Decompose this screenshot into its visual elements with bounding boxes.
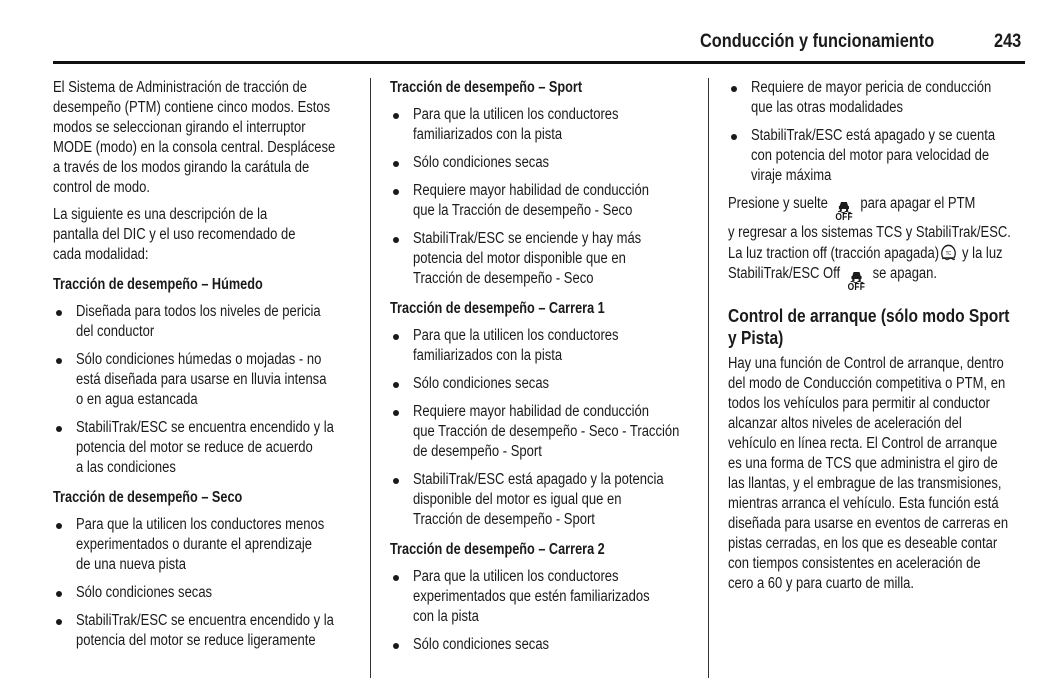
text-line: Para que la utilicen los conductores	[413, 327, 619, 344]
bullet-item	[728, 126, 1028, 186]
bullet-dot	[56, 523, 62, 529]
bullet-item	[390, 567, 690, 627]
section-heading	[53, 275, 353, 295]
text-line: familiarizados con la pista	[413, 126, 563, 143]
text: y la luz	[962, 245, 1003, 262]
icon-off-label: OFF	[847, 282, 866, 293]
text-line: experimentados o durante el aprendizaje	[76, 536, 312, 553]
column-3	[728, 78, 1028, 601]
text-line: Tracción de desempeño – Carrera 1	[390, 300, 605, 317]
text-line: StabiliTrak/ESC se encuentra encendido y la	[76, 612, 334, 629]
text-line: Tracción de desempeño - Seco	[413, 270, 594, 287]
text: StabiliTrak/ESC Off	[728, 265, 841, 282]
text-line: todos los vehículos para permitir al conductor	[728, 395, 990, 412]
header-rule	[53, 61, 1025, 64]
launch-control-heading	[728, 305, 1028, 349]
text-line: Diseñada para todos los niveles de pericia	[76, 303, 321, 320]
bullet-dot	[393, 410, 399, 416]
text-line: Tracción de desempeño – Seco	[53, 489, 243, 506]
text-line: mientras arranca el vehículo. Esta función está	[728, 495, 999, 512]
text-line: las llantas, y el embrague de las transmisiones,	[728, 475, 1002, 492]
text-line: Requiere de mayor pericia de conducción	[751, 79, 992, 96]
bullet-dot	[56, 358, 62, 364]
bullet-item	[390, 105, 690, 145]
text-line: StabiliTrak/ESC se encuentra encendido y la	[76, 419, 334, 436]
bullet-item	[53, 611, 353, 651]
paragraph	[53, 78, 353, 198]
bullet-item	[728, 78, 1028, 118]
text-line: control de modo.	[53, 179, 150, 196]
text-line: Sólo condiciones secas	[413, 636, 550, 653]
text-line: Tracción de desempeño – Carrera 2	[390, 541, 605, 558]
heading-line: Control de arranque (sólo modo Sport	[728, 305, 1010, 326]
text-line: potencia del motor disponible que en	[413, 250, 626, 267]
bullet-item	[390, 374, 690, 394]
text-line: de una nueva pista	[76, 556, 187, 573]
bullet-dot	[56, 426, 62, 432]
paragraph	[53, 205, 353, 265]
text-line: Para que la utilicen los conductores	[413, 106, 619, 123]
section-heading	[390, 540, 690, 560]
text-line: modos se seleccionan girando el interruptor	[53, 119, 306, 136]
bullet-dot	[56, 619, 62, 625]
text-line: Sólo condiciones húmedas o mojadas - no	[76, 351, 322, 368]
text-line: Requiere mayor habilidad de conducción	[413, 182, 649, 199]
bullet-dot	[393, 237, 399, 243]
bullet-dot	[393, 643, 399, 649]
bullet-item	[390, 326, 690, 366]
bullet-item	[53, 350, 353, 410]
text-line: StabiliTrak/ESC está apagado y se cuenta	[751, 127, 996, 144]
text-line: Tracción de desempeño – Sport	[390, 79, 583, 96]
text: para apagar el PTM	[860, 195, 976, 212]
traction-off-paragraph	[728, 194, 1028, 293]
text-line: cero a 60 y para cuarto de milla.	[728, 575, 914, 592]
text-line: Para que la utilicen los conductores	[413, 568, 619, 585]
bullet-dot	[393, 334, 399, 340]
text-line: familiarizados con la pista	[413, 347, 563, 364]
text-line: potencia del motor se reduce ligeramente	[76, 632, 316, 649]
text-line: experimentados que estén familiarizados	[413, 588, 650, 605]
column-1	[53, 78, 353, 659]
stabilitrak-off-icon	[845, 271, 867, 293]
text-line: Sólo condiciones secas	[413, 154, 550, 171]
bullet-dot	[393, 189, 399, 195]
text-line: disponible del motor es igual que en	[413, 491, 622, 508]
text-line: potencia del motor se reduce de acuerdo	[76, 439, 313, 456]
bullet-item	[53, 515, 353, 575]
text: Presione y suelte	[728, 195, 828, 212]
text-line: que la Tracción de desempeño - Seco	[413, 202, 633, 219]
text-line: desempeño (PTM) contiene cinco modos. Estos	[53, 99, 331, 116]
text-line: El Sistema de Administración de tracción de	[53, 79, 308, 96]
text-line: Sólo condiciones secas	[76, 584, 213, 601]
text-line: StabiliTrak/ESC está apagado y la potencia	[413, 471, 664, 488]
bullet-item	[53, 583, 353, 603]
text-line: StabiliTrak/ESC se enciende y hay más	[413, 230, 642, 247]
section-heading	[390, 78, 690, 98]
text-line: Para que la utilicen los conductores menos	[76, 516, 325, 533]
bullet-dot	[731, 86, 737, 92]
text-line: viraje máxima	[751, 167, 832, 184]
column-divider	[708, 78, 709, 678]
text-line: Tracción de desempeño - Sport	[413, 511, 595, 528]
text-line: de desempeño - Sport	[413, 443, 542, 460]
text-line: pistas cerradas, en los que es deseable contar	[728, 535, 998, 552]
bullet-item	[53, 302, 353, 342]
text-line: cada modalidad:	[53, 246, 149, 263]
text-line: diseñada para usarse en eventos de carreras en	[728, 515, 1009, 532]
text-line: o en agua estancada	[76, 391, 198, 408]
bullet-dot	[56, 591, 62, 597]
text-line: alcanzar altos niveles de aceleración del	[728, 415, 962, 432]
bullet-dot	[393, 161, 399, 167]
bullet-dot	[393, 382, 399, 388]
heading-line: y Pista)	[728, 327, 784, 348]
bullet-item	[53, 418, 353, 478]
traction-off-light-icon	[941, 243, 957, 261]
column-divider	[370, 78, 371, 678]
launch-control-paragraph	[728, 354, 1028, 594]
text-line: vehículo en línea recta. El Control de arranque	[728, 435, 998, 452]
svg-text:TC: TC	[945, 250, 952, 257]
bullet-dot	[393, 575, 399, 581]
bullet-dot	[56, 310, 62, 316]
bullet-item	[390, 635, 690, 655]
text-line: MODE (modo) en la consola central. Desplácese	[53, 139, 336, 156]
column-2	[390, 78, 690, 663]
text-line: está diseñada para usarse en lluvia intensa	[76, 371, 327, 388]
text: se apagan.	[872, 265, 938, 282]
text-line: con tiempos consistentes en aceleración de	[728, 555, 981, 572]
text-line: Sólo condiciones secas	[413, 375, 550, 392]
icon-off-label: OFF	[835, 212, 853, 223]
text-line: Requiere mayor habilidad de conducción	[413, 403, 649, 420]
text-line: con potencia del motor para velocidad de	[751, 147, 990, 164]
text-line: es una forma de TCS que administra el giro de	[728, 455, 998, 472]
text-line: La siguiente es una descripción de la	[53, 206, 268, 223]
bullet-dot	[393, 478, 399, 484]
text-line: a las condiciones	[76, 459, 176, 476]
text-line: con la pista	[413, 608, 479, 625]
text-line: a través de los modos girando la carátula de	[53, 159, 310, 176]
section-title: Conducción y funcionamiento	[700, 31, 935, 52]
text-line: y regresar a los sistemas TCS y StabiliTrak/ESC.	[728, 224, 1011, 241]
section-heading	[53, 488, 353, 508]
bullet-dot	[731, 134, 737, 140]
traction-off-button-icon	[833, 201, 855, 223]
bullet-item	[390, 470, 690, 530]
text: La luz traction off (tracción apagada)	[728, 245, 940, 262]
bullet-item	[390, 181, 690, 221]
section-heading	[390, 299, 690, 319]
text-line: pantalla del DIC y el uso recomendado de	[53, 226, 296, 243]
text-line: que las otras modalidades	[751, 99, 904, 116]
bullet-dot	[393, 113, 399, 119]
text-line: del modo de Conducción competitiva o PTM, en	[728, 375, 1006, 392]
bullet-item	[390, 153, 690, 173]
page-number: 243	[994, 31, 1022, 52]
text-line: Hay una función de Control de arranque, dentro	[728, 355, 1004, 372]
text-line: que Tracción de desempeño - Seco - Tracción	[413, 423, 680, 440]
bullet-item	[390, 402, 690, 462]
text-line: Tracción de desempeño – Húmedo	[53, 276, 263, 293]
text-line: del conductor	[76, 323, 155, 340]
bullet-item	[390, 229, 690, 289]
